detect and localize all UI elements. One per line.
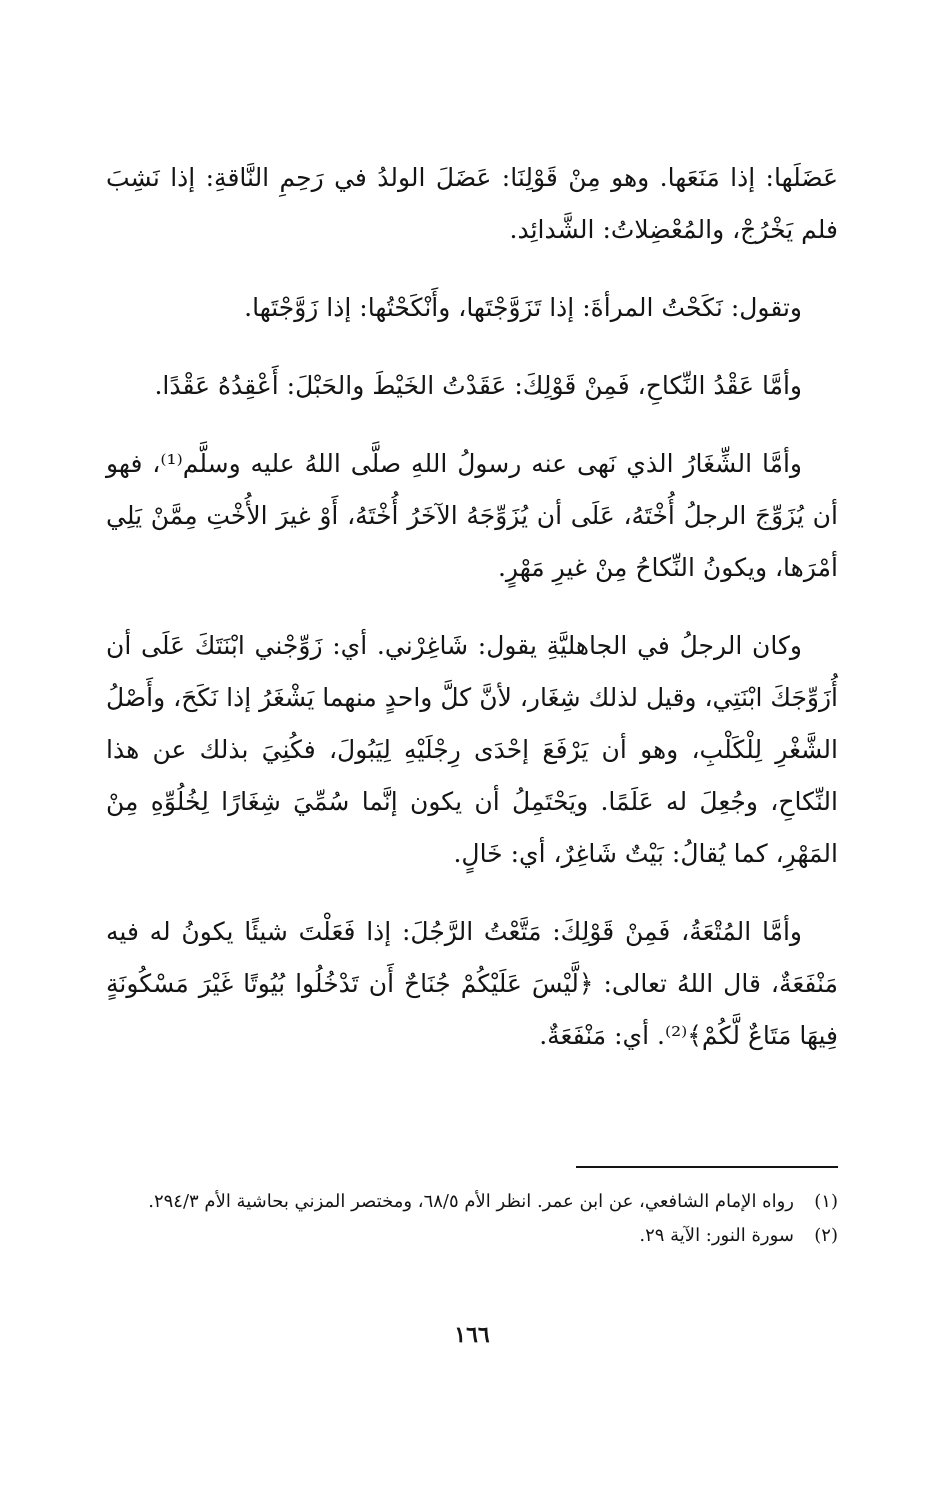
footnote-item (106, 1185, 838, 1219)
paragraph-shighar: وأمَّا الشِّغَارُ الذي نَهى عنه رسولُ اللهِ صلَّى اللهُ عليه وسلَّم⁽¹⁾، فهو أن يُزَوِّجَ الرجلُ أُخْتَهُ، عَلَى أن يُزَوِّجَهُ الآخَرُ أُخْتَهُ، أَوْ غيرَ الأُخْتِ مِمَّنْ يَلِي أمْرَها، ويكونُ النِّكاحُ مِنْ غيرِ مَهْرٍ. (106, 449, 838, 582)
paragraph-adl: عَضَلَها: إذا مَنَعَها. وهو مِنْ قَوْلِنَا: عَضَلَ الولدُ في رَحِمِ النَّاقةِ: إذا نَشِبَ فلم يَخْرُجْ، والمُعْضِلاتُ: الشَّدائِد. (106, 163, 838, 244)
page-number: ١٦٦ (454, 1322, 490, 1348)
paragraph-jahiliyya: وكان الرجلُ في الجاهليَّةِ يقول: شَاغِرْني. أي: زَوِّجْني ابْنَتَكَ عَلَى أن أُزَوِّجَكَ ابْنَتِي، وقيل لذلك شِغَار، لأنَّ كلَّ واحدٍ منهما يَشْغَرُ إذا نَكَحَ، وأَصْلُ الشَّغْرِ لِلْكَلْبِ، وهو أن يَرْفَعَ إحْدَى رِجْلَيْهِ لِيَبُولَ، فكُنِيَ بذلك عن هذا النِّكاحِ، وجُعِلَ له عَلَمًا. ويَحْتَمِلُ أن يكون إنَّما سُمِّيَ شِغَارًا لِخُلُوِّهِ مِنْ المَهْرِ، كما يُقالُ: بَيْتٌ شَاغِرٌ، أي: خَالٍ. (106, 631, 838, 868)
paragraph-aqd: وأمَّا عَقْدُ النِّكاحِ، فَمِنْ قَوْلِكَ: عَقَدْتُ الخَيْطَ والحَبْلَ: أَعْقِدُهُ عَقْدًا. (154, 371, 802, 400)
footnote-text: رواه الإمام الشافعي، عن ابن عمر. انظر الأم ٦٨/٥، ومختصر المزني بحاشية الأم ٢٩٤/٣. (148, 1191, 794, 1212)
paragraph-mutah: وأمَّا المُتْعَةُ، فَمِنْ قَوْلِكَ: مَتَّعْتُ الرَّجُلَ: إذا فَعَلْتَ شيئًا يكونُ له فيه مَنْفَعَةٌ، قال اللهُ تعالى: ﴿لَّيْسَ عَلَيْكُمْ جُنَاحٌ أَن تَدْخُلُوا بُيُوتًا غَيْرَ مَسْكُونَةٍ فِيهَا مَتَاعٌ لَّكُمْ﴾⁽²⁾. أي: مَنْفَعَةٌ. (106, 917, 838, 1050)
footnote-number: (١) (814, 1191, 838, 1212)
footnote-number: (٢) (814, 1225, 838, 1246)
paragraph-nikah: وتقول: نَكَحْتُ المرأةَ: إذا تَزَوَّجْتَها، وأَنْكَحْتُها: إذا زَوَّجْتَها. (244, 293, 802, 322)
main-text (106, 152, 838, 1062)
footnote-divider (576, 1166, 838, 1168)
footnote-text: سورة النور: الآية ٢٩. (639, 1225, 794, 1246)
footnote-item (106, 1219, 838, 1253)
footnotes (106, 1185, 838, 1253)
